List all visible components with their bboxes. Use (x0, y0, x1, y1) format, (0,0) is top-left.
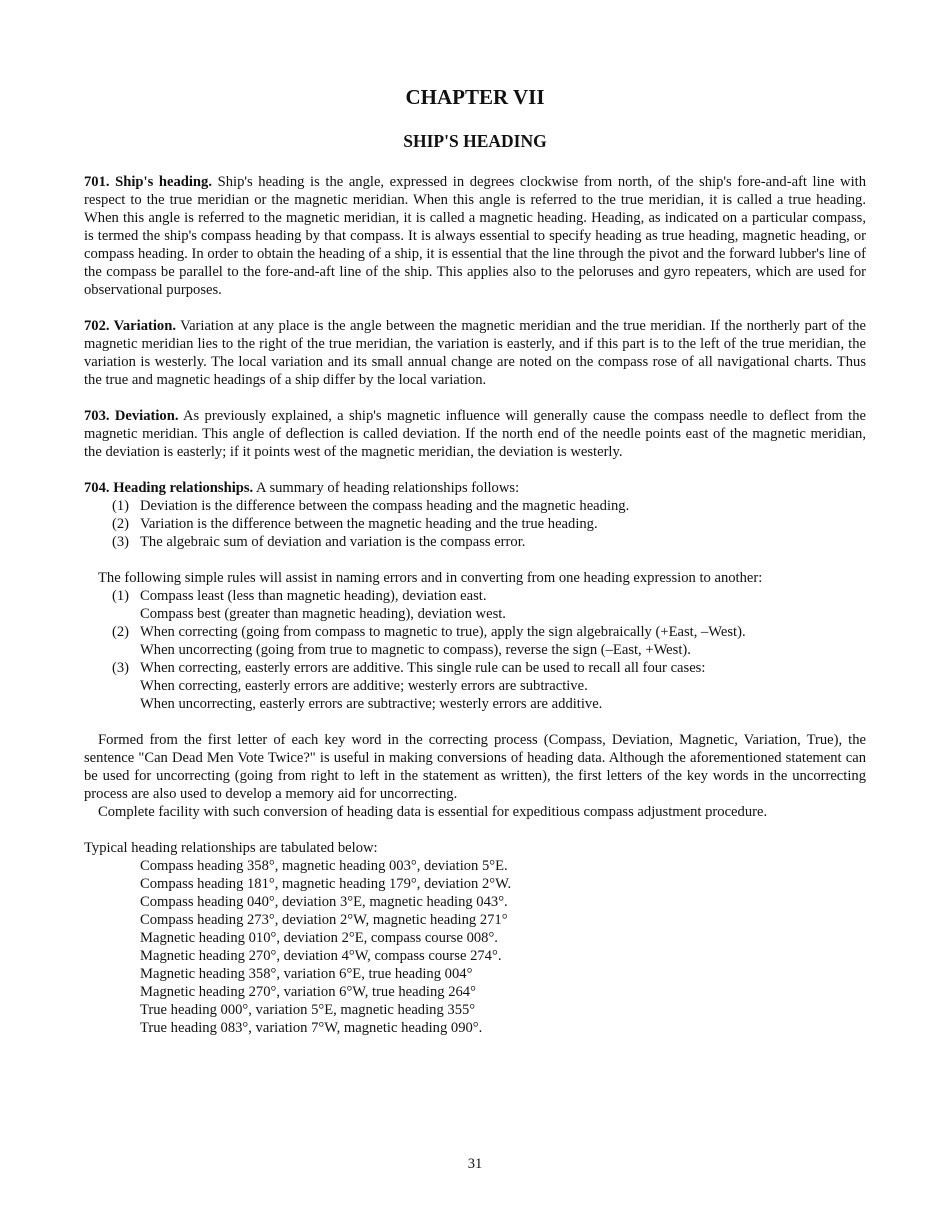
list-item (84, 623, 866, 659)
table-intro: Typical heading relationships are tabulated below: (84, 840, 378, 856)
rules-intro: The following simple rules will assist in naming errors and in converting from one heading expression to another: (98, 570, 763, 586)
section-text: Ship's heading is the angle, expressed in degrees clockwise from north, of the ship's fore-and-aft line with respect to the true meridian or the magnetic meridian. When this angle is referred to the true meridian, it is called a true heading. When this angle is referred to the magnetic meridian, it is called a magnetic heading. Heading, as indicated on a particular compass, is termed the ship's compass heading by that compass. It is always essential to specify heading as true heading, magnetic heading, or compass heading. In order to obtain the heading of a ship, it is essential that the line through the pivot and the forward lubber's line of the compass be parallel to the fore-and-aft line of the ship. This applies also to the peloruses and gyro repeaters, which are used for observational purposes. (84, 174, 866, 298)
table-row: Magnetic heading 270°, variation 6°W, true heading 264° (140, 984, 476, 1000)
list-text: The algebraic sum of deviation and variation is the compass error. (140, 534, 526, 550)
summary-list (84, 497, 866, 551)
list-item (84, 587, 866, 623)
list-number: (3) (112, 534, 130, 550)
table-row: Magnetic heading 270°, deviation 4°W, compass course 274°. (140, 948, 502, 964)
list-number: (1) (112, 588, 130, 604)
section-heading: 703. Deviation. (84, 408, 179, 424)
table-row: True heading 083°, variation 7°W, magnetic heading 090°. (140, 1020, 483, 1036)
rule-line: Compass least (less than magnetic heading), deviation east. (140, 588, 487, 604)
page-number: 31 (467, 1156, 483, 1172)
section-703 (84, 407, 866, 461)
list-item (84, 515, 866, 533)
rule-line: When uncorrecting, easterly errors are subtractive; westerly errors are additive. (140, 696, 603, 712)
facility-paragraph: Complete facility with such conversion of heading data is essential for expeditious compass adjustment procedure. (98, 804, 768, 820)
rule-line: Compass best (greater than magnetic heading), deviation west. (140, 606, 506, 622)
table-row: Compass heading 040°, deviation 3°E, magnetic heading 043°. (140, 894, 508, 910)
list-text: Variation is the difference between the magnetic heading and the true heading. (140, 516, 598, 532)
section-text: A summary of heading relationships follows: (253, 480, 520, 496)
table-row: Compass heading 358°, magnetic heading 003°, deviation 5°E. (140, 858, 508, 874)
section-text: Variation at any place is the angle between the magnetic meridian and the true meridian. If the northerly part of the magnetic meridian lies to the right of the true meridian, the variation is easterly, and if this part is to the left of the true meridian, the variation is westerly. The local variation and its small annual change are noted on the compass rose of all navigational charts. Thus the true and magnetic headings of a ship differ by the local variation. (84, 318, 867, 388)
list-item (84, 533, 866, 551)
rule-line: When correcting (going from compass to magnetic to true), apply the sign algebraically (+East, –West). (140, 624, 746, 640)
section-heading: 702. Variation. (84, 318, 176, 334)
list-number: (3) (112, 660, 130, 676)
section-text: As previously explained, a ship's magnetic influence will generally cause the compass needle to deflect from the magnetic meridian. This angle of deflection is called deviation. If the north end of the needle points east of the magnetic meridian, the deviation is easterly; if it points west of the magnetic meridian, the deviation is westerly. (84, 408, 866, 460)
table-row: Compass heading 181°, magnetic heading 179°, deviation 2°W. (140, 876, 512, 892)
mnemonic-paragraph: Formed from the first letter of each key word in the correcting process (Compass, Deviation, Magnetic, Variation, True), the sentence "Can Dead Men Vote Twice?" is useful in making conversions of heading data. Although the aforementioned statement can be used for uncorrecting (going from right to left in the statement as written), the first letters of the key words in the uncorrecting process are also used to develop a memory aid for uncorrecting. (84, 732, 866, 802)
table-row: Magnetic heading 010°, deviation 2°E, compass course 008°. (140, 930, 498, 946)
list-number: (1) (112, 498, 130, 514)
list-item (84, 497, 866, 515)
section-704 (84, 479, 866, 497)
document-body (84, 173, 866, 1037)
rules-list (84, 587, 866, 713)
section-heading: 704. Heading relationships. (84, 480, 254, 496)
rule-line: When uncorrecting (going from true to magnetic to compass), reverse the sign (–East, +West). (140, 642, 691, 658)
table-row: Magnetic heading 358°, variation 6°E, true heading 004° (140, 966, 473, 982)
rule-line: When correcting, easterly errors are additive. This single rule can be used to recall all four cases: (140, 660, 706, 676)
table-row: Compass heading 273°, deviation 2°W, magnetic heading 271° (140, 912, 508, 928)
section-701 (84, 173, 866, 299)
page-title: SHIP'S HEADING (403, 131, 547, 151)
list-item (84, 659, 866, 713)
rule-line: When correcting, easterly errors are additive; westerly errors are subtractive. (140, 678, 588, 694)
list-text: Deviation is the difference between the compass heading and the magnetic heading. (140, 498, 630, 514)
table-row: True heading 000°, variation 5°E, magnetic heading 355° (140, 1002, 476, 1018)
chapter-heading: CHAPTER VII (405, 85, 545, 109)
list-number: (2) (112, 624, 130, 640)
heading-table (84, 857, 866, 1037)
section-702 (84, 317, 866, 389)
list-number: (2) (112, 516, 130, 532)
section-heading: 701. Ship's heading. (84, 174, 212, 190)
